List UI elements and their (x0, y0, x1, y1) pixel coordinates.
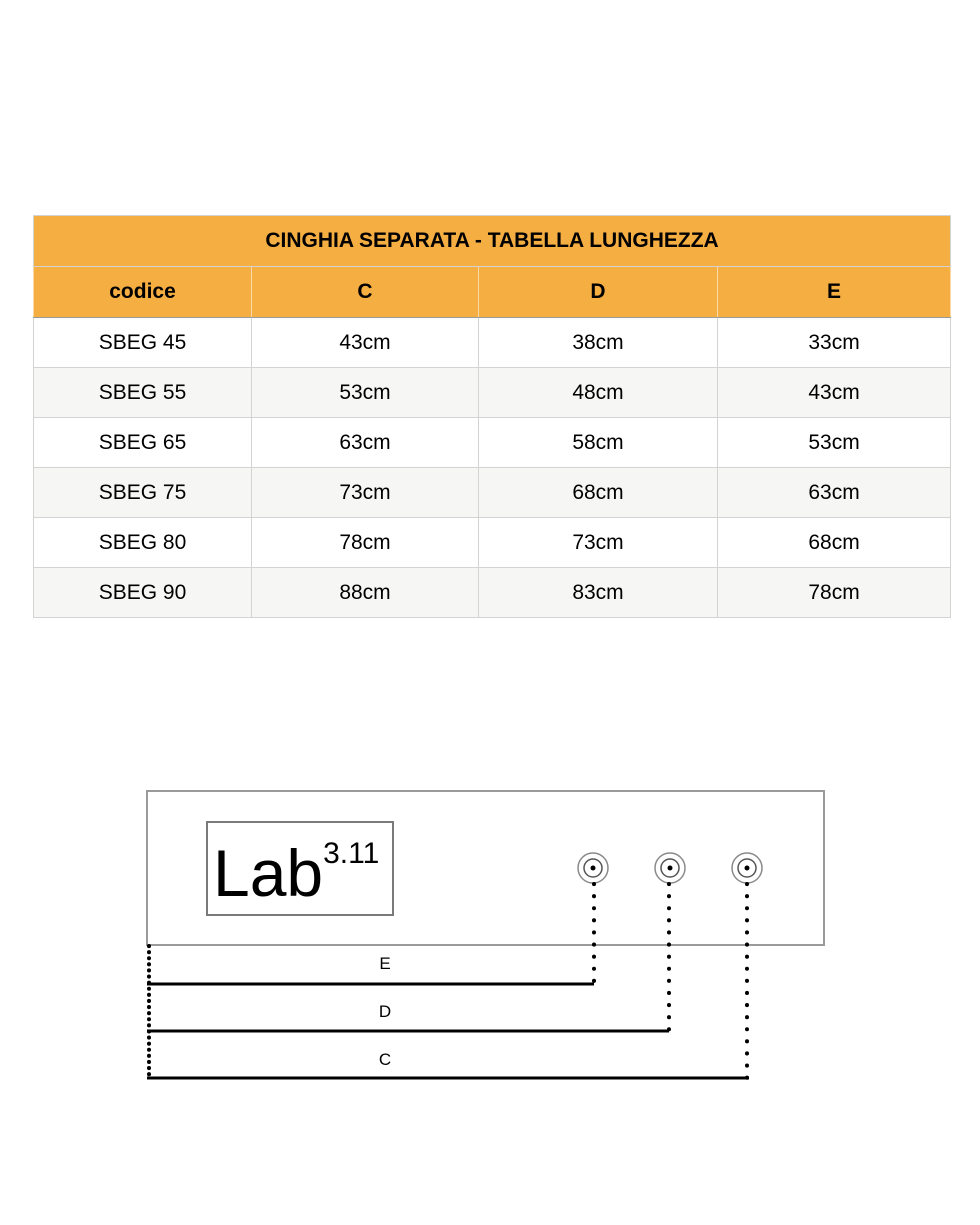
table-header-row (34, 267, 951, 318)
table-title: CINGHIA SEPARATA - TABELLA LUNGHEZZA (34, 216, 951, 267)
hole-icon (655, 853, 685, 883)
cell-c: 73cm (252, 468, 479, 518)
cell-c: 63cm (252, 418, 479, 468)
measure-label-d: D (378, 1002, 392, 1021)
table-row (34, 518, 951, 568)
logo-superscript: 3.11 (323, 837, 380, 870)
cell-c: 53cm (252, 368, 479, 418)
column-header-codice: codice (34, 267, 252, 318)
strap-diagram (0, 760, 980, 1120)
hole-icon (578, 853, 608, 883)
cell-d: 83cm (479, 568, 718, 618)
hole-icon (732, 853, 762, 883)
cell-codice: SBEG 75 (34, 468, 252, 518)
cell-e: 63cm (718, 468, 951, 518)
measure-label-c: C (378, 1050, 392, 1069)
column-header-d: D (479, 267, 718, 318)
table-row (34, 418, 951, 468)
cell-e: 53cm (718, 418, 951, 468)
cell-e: 78cm (718, 568, 951, 618)
cell-d: 73cm (479, 518, 718, 568)
cell-codice: SBEG 65 (34, 418, 252, 468)
cell-d: 48cm (479, 368, 718, 418)
logo-text: Lab$^{3.11}$ (213, 836, 380, 910)
length-table (33, 215, 951, 618)
cell-codice: SBEG 90 (34, 568, 252, 618)
column-header-c: C (252, 267, 479, 318)
cell-c: 88cm (252, 568, 479, 618)
cell-d: 58cm (479, 418, 718, 468)
table-row (34, 318, 951, 368)
cell-d: 38cm (479, 318, 718, 368)
cell-codice: SBEG 45 (34, 318, 252, 368)
table-row (34, 468, 951, 518)
cell-codice: SBEG 80 (34, 518, 252, 568)
cell-e: 43cm (718, 368, 951, 418)
column-header-e: E (718, 267, 951, 318)
cell-e: 68cm (718, 518, 951, 568)
cell-d: 68cm (479, 468, 718, 518)
cell-codice: SBEG 55 (34, 368, 252, 418)
measure-label-e: E (379, 954, 391, 973)
cell-c: 43cm (252, 318, 479, 368)
cell-e: 33cm (718, 318, 951, 368)
table-row (34, 568, 951, 618)
cell-c: 78cm (252, 518, 479, 568)
table-row (34, 368, 951, 418)
